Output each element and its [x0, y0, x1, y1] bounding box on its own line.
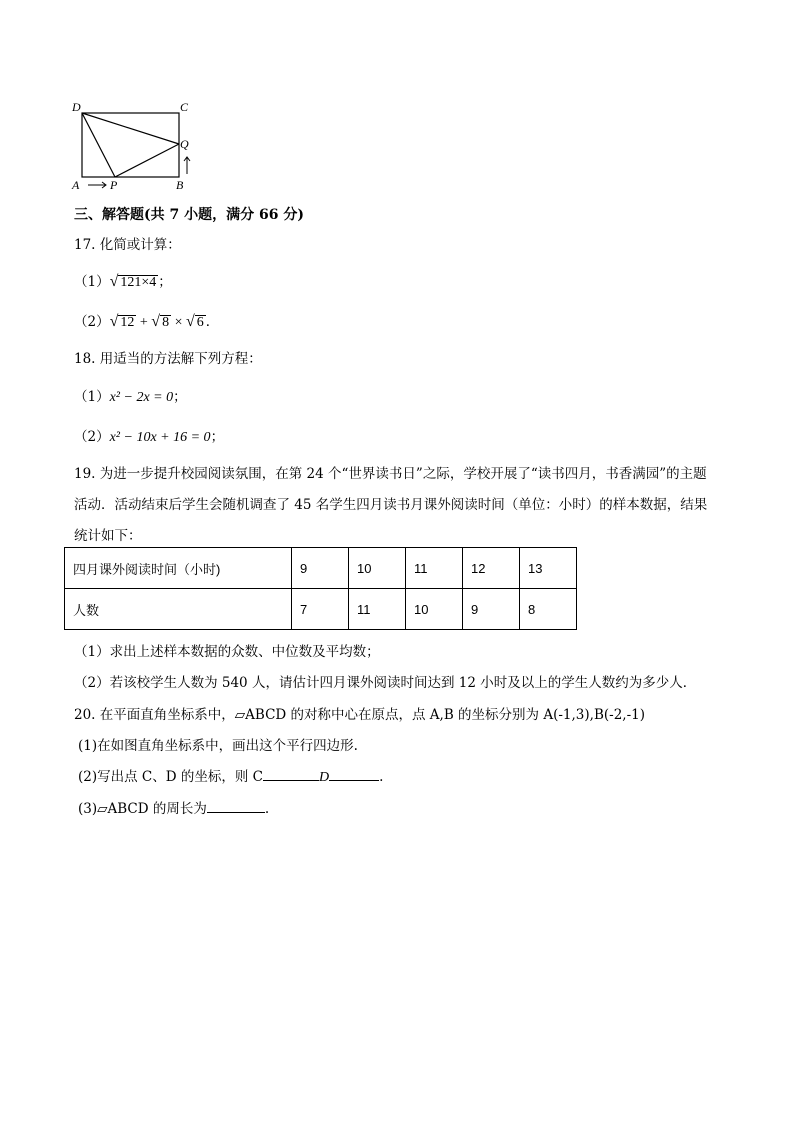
q18-p2-label: （2） — [74, 429, 110, 445]
label-p: P — [110, 178, 118, 192]
q20-part3 — [78, 797, 269, 817]
q17-p1-end: ； — [158, 274, 172, 290]
q17-p2-r3: 6 — [196, 315, 204, 330]
q20-stem: 20. 在平面直角坐标系中，▱ABCD 的对称中心在原点，点 A,B 的坐标分别为 A(-1,3),B(-2,-1) — [74, 707, 645, 723]
q17-p1-radicand: 121×4 — [120, 275, 157, 290]
q18-p2-end: ； — [210, 429, 225, 445]
q18-stem: 18. 用适当的方法解下列方程： — [74, 351, 262, 367]
q20-p3-prefix: (3)▱ABCD 的周长为 — [78, 801, 207, 817]
table-cell: 10 — [349, 548, 406, 589]
q20-p2-end: . — [379, 769, 384, 785]
q20-part1: (1)在如图直角坐标系中，画出这个平行四边形. — [78, 738, 358, 754]
q17-p2-r1: 12 — [120, 315, 135, 330]
table-cell: 11 — [349, 589, 406, 630]
q19-part2: （2）若该校学生人数为 540 人，请估计四月课外阅读时间达到 12 小时及以上的学生人数约为多少人． — [74, 675, 697, 691]
label-a: A — [72, 178, 80, 192]
q19-line1: 19. 为进一步提升校园阅读氛围，在第 24 个“世界读书日”之际，学校开展了“读书四月，书香满园”的主题 — [74, 466, 707, 482]
table-cell: 9 — [463, 589, 520, 630]
q19-part1: （1）求出上述样本数据的众数、中位数及平均数； — [74, 644, 380, 660]
table-row — [65, 548, 577, 589]
rectangle-figure — [66, 96, 206, 196]
label-q: Q — [180, 137, 189, 151]
table-cell: 10 — [406, 589, 463, 630]
q18-p1-label: （1） — [74, 389, 110, 405]
table-row — [65, 589, 577, 630]
q18-p2-equation: x² − 10x + 16 = 0 — [109, 430, 211, 445]
q17-p1-label: （1） — [74, 274, 110, 290]
q17-part2: （2）√ 12 + √ 8 × √ 6 ． — [74, 313, 220, 330]
answer-blank-c[interactable] — [263, 768, 319, 781]
segment-dp — [82, 113, 115, 177]
q18-p1-end: ； — [173, 389, 187, 405]
segment-pq — [115, 144, 179, 177]
q17-p2-label: （2） — [74, 314, 110, 330]
table-cell: 人数 — [65, 589, 292, 630]
reading-time-table — [64, 547, 577, 630]
q18-part2 — [74, 425, 224, 446]
times-sign: × — [171, 315, 186, 330]
q17-part1: （1）√ 121×4 ； — [74, 273, 172, 290]
section-header: 三、解答题(共 7 小题，满分 66 分) — [74, 207, 304, 223]
q19-line3: 统计如下： — [74, 528, 142, 544]
table-cell: 7 — [292, 589, 349, 630]
table-cell: 四月课外阅读时间（小时) — [65, 548, 292, 589]
table-cell: 8 — [520, 589, 577, 630]
q20-p3-end: . — [264, 801, 270, 817]
q17-p2-r2: 8 — [162, 315, 170, 330]
q19-line2: 活动．活动结束后学生会随机调查了 45 名学生四月读书月课外阅读时间（单位：小时）的样本数据，结果 — [74, 497, 708, 513]
answer-blank-d[interactable] — [329, 768, 379, 781]
label-c: C — [180, 100, 189, 114]
plus-sign: + — [136, 315, 152, 330]
rectangle-abcd — [82, 113, 179, 177]
table-cell: 12 — [463, 548, 520, 589]
label-d: D — [72, 100, 81, 114]
q17-p2-end: ． — [205, 314, 220, 330]
label-b: B — [176, 178, 184, 192]
q18-part1 — [74, 385, 187, 406]
table-cell: 11 — [406, 548, 463, 589]
table-cell: 13 — [520, 548, 577, 589]
q20-p2-prefix: (2)写出点 C、D 的坐标，则 C — [78, 769, 263, 785]
table-cell: 9 — [292, 548, 349, 589]
answer-blank-perimeter[interactable] — [207, 800, 265, 813]
q18-p1-equation: x² − 2x = 0 — [109, 390, 174, 405]
q20-part2 — [78, 765, 383, 786]
q20-p2-mid: D — [318, 770, 330, 785]
q17-stem: 17. 化简或计算： — [74, 237, 181, 253]
segment-dq — [82, 113, 179, 144]
